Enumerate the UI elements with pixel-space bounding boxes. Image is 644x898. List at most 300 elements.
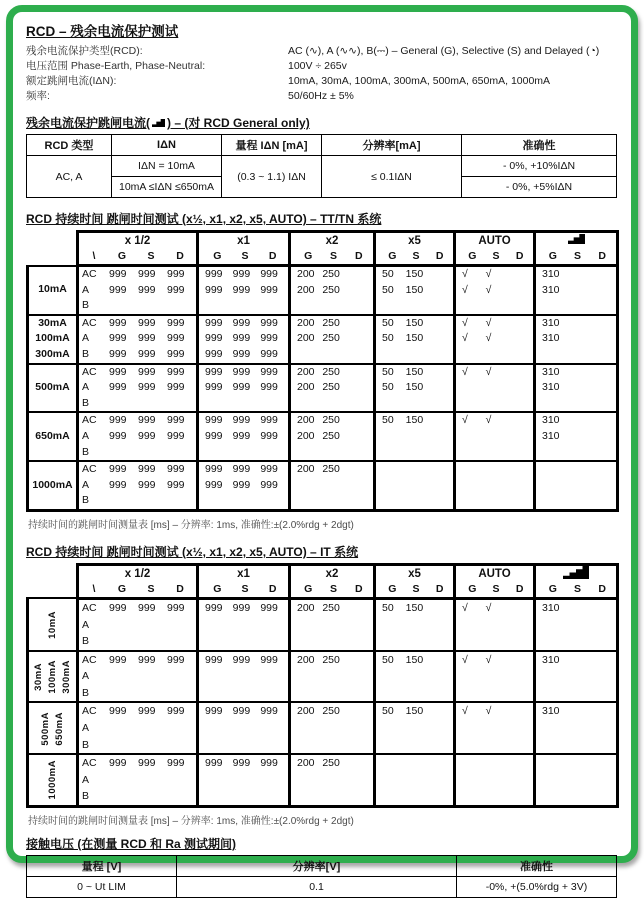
- rcd-type-label: A: [82, 478, 90, 491]
- cell-ramp: [535, 651, 618, 703]
- value-slot: 999: [167, 332, 185, 345]
- subheader-letter: S: [574, 582, 582, 595]
- value-slot: 999: [138, 429, 156, 442]
- value-slot: [588, 772, 613, 789]
- value-slot: [483, 380, 507, 396]
- value-slot: [539, 772, 564, 789]
- value-slot: [506, 380, 530, 396]
- cell-x12: [78, 598, 198, 650]
- value-slot: [564, 267, 589, 283]
- value-slot: [564, 703, 589, 720]
- value-line: [536, 316, 616, 332]
- value-slot: [230, 298, 258, 314]
- value-slot: [257, 617, 285, 634]
- value-slot: [345, 365, 370, 381]
- rcd-type-label: B: [82, 494, 90, 507]
- value-line: [291, 493, 373, 509]
- value-slot: 150: [405, 268, 424, 280]
- value-slot: [588, 429, 613, 445]
- value-slot: [588, 788, 613, 805]
- value-slot: [403, 633, 427, 650]
- value-slot: [135, 445, 164, 461]
- cell-x5: [375, 412, 455, 461]
- value-slot: [319, 685, 344, 702]
- group-subheader: [376, 582, 453, 597]
- group-subheader: [536, 582, 616, 597]
- header-corner: [28, 232, 78, 266]
- value-line: [79, 478, 196, 494]
- value-slot: [426, 365, 450, 381]
- value-slot: 50: [382, 283, 394, 296]
- group-header-x5: [375, 232, 455, 266]
- cell-auto: [455, 266, 535, 315]
- value-slot: 999: [260, 347, 278, 360]
- touch-voltage-heading: 接触电压 (在测量 RCD 和 Ra 测试期间): [26, 837, 237, 852]
- value-slot: [506, 462, 530, 478]
- value-slot: 999: [138, 332, 156, 345]
- value-slot: [564, 396, 589, 412]
- value-slot: [564, 633, 589, 650]
- value-line: [199, 429, 288, 445]
- value-slot: [257, 396, 285, 412]
- value-slot: [230, 788, 258, 805]
- value-slot: [345, 652, 370, 669]
- value-slot: [539, 737, 564, 754]
- column-header: 量程 IΔN [mA]: [222, 135, 322, 156]
- value-slot: √: [485, 705, 492, 718]
- group-header-x2: [290, 232, 375, 266]
- value-line: [291, 478, 373, 494]
- idn-cell: IΔN = 10mA: [112, 156, 222, 177]
- value-slot: [588, 668, 613, 685]
- group-title: x1: [237, 567, 250, 580]
- subheader-letter: S: [147, 250, 155, 262]
- value-slot: √: [462, 653, 468, 666]
- value-slot: 250: [322, 757, 340, 770]
- subheader-letter: S: [147, 582, 155, 595]
- value-slot: [106, 737, 135, 754]
- value-slot: [426, 652, 450, 669]
- value-slot: [588, 633, 613, 650]
- group-header-ramp: [535, 232, 618, 266]
- value-slot: [506, 316, 530, 332]
- value-slot: 999: [109, 316, 127, 329]
- value-slot: [426, 720, 450, 737]
- cell-x2: [290, 702, 375, 754]
- value-slot: 250: [322, 283, 340, 296]
- trip-current-table: [26, 134, 617, 198]
- value-line: [291, 396, 373, 412]
- cell-x12: [78, 651, 198, 703]
- value-slot: 250: [322, 316, 340, 329]
- value-slot: [345, 703, 370, 720]
- value-line: [291, 462, 373, 478]
- value-slot: [403, 668, 427, 685]
- value-slot: [135, 720, 164, 737]
- value-slot: [459, 720, 483, 737]
- range-cell: 0 ~ Ut LIM: [27, 877, 177, 898]
- value-slot: 250: [322, 653, 340, 666]
- value-slot: 999: [260, 705, 278, 718]
- row-label: [28, 598, 78, 650]
- value-line: [376, 413, 453, 429]
- value-slot: [345, 617, 370, 634]
- value-slot: 999: [109, 347, 127, 360]
- value-slot: [506, 668, 530, 685]
- value-line: [376, 331, 453, 347]
- value-slot: [345, 633, 370, 650]
- value-slot: 999: [167, 381, 185, 394]
- value-slot: [230, 772, 258, 789]
- value-slot: [379, 478, 403, 494]
- cell-auto: [455, 412, 535, 461]
- value-slot: [426, 396, 450, 412]
- value-line: [376, 267, 453, 283]
- subheader-letter: D: [598, 582, 606, 595]
- value-slot: [483, 772, 507, 789]
- value-slot: 50: [382, 601, 394, 614]
- value-slot: [294, 720, 319, 737]
- ramp-icon: [151, 116, 166, 130]
- cell-x5: [375, 364, 455, 413]
- value-slot: [483, 755, 507, 772]
- value-slot: 50: [382, 316, 394, 329]
- value-slot: 310: [542, 705, 560, 718]
- rcd-type-label: AC: [82, 365, 97, 378]
- value-slot: [164, 685, 193, 702]
- row-label-text: 30mA: [38, 316, 67, 329]
- value-slot: [426, 413, 450, 429]
- value-slot: [135, 396, 164, 412]
- value-line: [199, 600, 288, 617]
- value-line: [291, 429, 373, 445]
- value-slot: [257, 788, 285, 805]
- spec-list: [26, 44, 618, 104]
- rcd-type-label: A: [82, 381, 90, 394]
- value-slot: 999: [109, 332, 127, 345]
- value-slot: [257, 737, 285, 754]
- value-line: [536, 617, 616, 634]
- value-slot: [506, 331, 530, 347]
- value-line: [291, 413, 373, 429]
- spec-row: [26, 44, 618, 59]
- value-line: [536, 703, 616, 720]
- value-line: [199, 788, 288, 805]
- value-line: [456, 478, 533, 494]
- value-slot: 999: [205, 478, 223, 491]
- group-title: x2: [325, 567, 339, 580]
- value-slot: [564, 668, 589, 685]
- rcd-time-table: [26, 563, 619, 808]
- row-label-text: 300mA: [61, 659, 72, 694]
- value-slot: [257, 720, 285, 737]
- rcd-type-label: AC: [82, 316, 97, 329]
- group-subheader: [456, 582, 533, 597]
- cell-x1: [198, 651, 290, 703]
- value-line: [456, 429, 533, 445]
- value-line: [291, 737, 373, 754]
- value-line: [291, 445, 373, 461]
- value-slot: [483, 347, 507, 363]
- value-slot: [483, 737, 507, 754]
- value-slot: √: [485, 316, 492, 329]
- value-slot: [202, 788, 230, 805]
- value-slot: [319, 347, 344, 363]
- cell-x5: [375, 266, 455, 315]
- value-line: [199, 755, 288, 772]
- ramp-steps-icon: [563, 566, 589, 579]
- value-line: [376, 703, 453, 720]
- value-slot: [379, 347, 403, 363]
- value-slot: [319, 720, 344, 737]
- value-slot: 999: [232, 316, 251, 329]
- value-slot: [319, 737, 344, 754]
- value-slot: 999: [138, 601, 156, 614]
- value-slot: [294, 772, 319, 789]
- value-slot: [379, 668, 403, 685]
- value-slot: 250: [322, 381, 340, 394]
- column-header: 量程 [V]: [27, 856, 177, 877]
- value-line: [199, 331, 288, 347]
- group-subheader: [199, 582, 288, 597]
- value-slot: [345, 685, 370, 702]
- value-slot: 200: [297, 414, 315, 427]
- value-slot: 999: [260, 601, 278, 614]
- value-slot: √: [462, 332, 468, 345]
- value-slot: 999: [232, 601, 251, 614]
- value-slot: [506, 413, 530, 429]
- value-slot: [588, 347, 613, 363]
- value-slot: [588, 737, 613, 754]
- value-line: [536, 396, 616, 412]
- value-slot: [257, 298, 285, 314]
- value-line: [291, 380, 373, 396]
- value-line: [79, 600, 196, 617]
- value-slot: [379, 633, 403, 650]
- heading-text: 残余电流保护跳闸电流(: [26, 116, 150, 130]
- value-line: [376, 737, 453, 754]
- value-slot: 999: [232, 332, 251, 345]
- value-slot: [564, 737, 589, 754]
- value-slot: [459, 772, 483, 789]
- value-slot: [539, 617, 564, 634]
- value-line: [456, 772, 533, 789]
- value-slot: 999: [109, 381, 127, 394]
- value-line: [456, 462, 533, 478]
- value-slot: [319, 633, 344, 650]
- value-line: [79, 668, 196, 685]
- value-line: [199, 493, 288, 509]
- value-slot: [164, 445, 193, 461]
- value-slot: [588, 413, 613, 429]
- subheader-letter: D: [598, 250, 606, 262]
- value-line: [536, 685, 616, 702]
- value-slot: [426, 685, 450, 702]
- value-slot: [426, 493, 450, 509]
- value-slot: 310: [542, 414, 560, 427]
- value-slot: [164, 617, 193, 634]
- value-line: [79, 331, 196, 347]
- value-slot: [135, 493, 164, 509]
- subheader-letter: G: [548, 582, 557, 595]
- value-slot: [459, 737, 483, 754]
- value-slot: [426, 478, 450, 494]
- value-slot: [564, 316, 589, 332]
- value-slot: [506, 703, 530, 720]
- value-slot: [588, 462, 613, 478]
- value-slot: 200: [297, 653, 315, 666]
- value-slot: 310: [542, 429, 560, 442]
- value-line: [456, 633, 533, 650]
- value-line: [291, 788, 373, 805]
- value-slot: [506, 267, 530, 283]
- value-line: [536, 380, 616, 396]
- value-slot: [539, 685, 564, 702]
- value-line: [376, 720, 453, 737]
- table-row: [28, 598, 618, 650]
- cell-x5: [375, 461, 455, 510]
- value-slot: [230, 493, 258, 509]
- value-slot: 999: [109, 268, 127, 280]
- rcd-type-label: B: [82, 299, 90, 312]
- value-slot: [345, 331, 370, 347]
- table-header-row: [27, 135, 617, 156]
- value-slot: 200: [297, 757, 315, 770]
- value-slot: [459, 478, 483, 494]
- cell-x12: [78, 754, 198, 806]
- it-table-heading: RCD 持续时间 跳闸时间测试 (x½, x1, x2, x5, AUTO) – IT 系统: [26, 544, 359, 559]
- value-line: [199, 772, 288, 789]
- value-slot: 999: [109, 601, 127, 614]
- subheader-letter: S: [241, 250, 249, 262]
- value-slot: [164, 668, 193, 685]
- value-slot: [106, 772, 135, 789]
- value-line: [79, 462, 196, 478]
- value-slot: [319, 772, 344, 789]
- cell-x1: [198, 754, 290, 806]
- value-slot: 999: [205, 365, 223, 378]
- value-slot: [588, 617, 613, 634]
- value-line: [536, 668, 616, 685]
- value-line: [79, 380, 196, 396]
- value-slot: [588, 283, 613, 299]
- spec-row: [26, 89, 618, 104]
- table-row: [28, 461, 618, 510]
- tt-footnote: 持续时间的跳闸时间测量表 [ms] – 分辨率: 1ms, 准确性:±(2.0%rdg + 2dgt): [28, 519, 354, 531]
- value-slot: 999: [205, 316, 223, 329]
- spec-value: AC (∿), A (∿∿), B(⎓) – General (G), Selective (S) and Delayed (◔): [288, 45, 600, 57]
- value-line: [456, 298, 533, 314]
- value-line: [199, 298, 288, 314]
- value-slot: [164, 396, 193, 412]
- value-slot: [294, 396, 319, 412]
- value-slot: [379, 737, 403, 754]
- value-line: [376, 316, 453, 332]
- value-slot: 999: [167, 268, 185, 280]
- group-header-x2: [290, 564, 375, 598]
- value-slot: [459, 755, 483, 772]
- value-slot: 999: [109, 705, 127, 718]
- value-line: [199, 267, 288, 283]
- spec-value: 10mA, 30mA, 100mA, 300mA, 500mA, 650mA, 1000mA: [288, 75, 551, 87]
- value-line: [199, 380, 288, 396]
- value-line: [376, 298, 453, 314]
- table-header-row: [28, 232, 618, 266]
- value-slot: [319, 493, 344, 509]
- value-line: [376, 396, 453, 412]
- value-slot: [294, 493, 319, 509]
- value-slot: 999: [260, 414, 278, 427]
- value-slot: [564, 755, 589, 772]
- row-label: [28, 702, 78, 754]
- value-line: [456, 331, 533, 347]
- value-slot: 310: [542, 365, 560, 378]
- value-line: [291, 331, 373, 347]
- value-slot: 200: [297, 463, 315, 476]
- value-slot: [588, 478, 613, 494]
- value-slot: [588, 755, 613, 772]
- value-slot: [483, 298, 507, 314]
- value-slot: [506, 493, 530, 509]
- value-line: [456, 445, 533, 461]
- cell-ramp: [535, 412, 618, 461]
- value-slot: [379, 720, 403, 737]
- table-row: [28, 315, 618, 364]
- group-header-auto: [455, 232, 535, 266]
- value-slot: 999: [109, 283, 127, 296]
- value-slot: [459, 347, 483, 363]
- cell-x12: [78, 266, 198, 315]
- value-slot: [506, 396, 530, 412]
- rcd-type-label: B: [82, 635, 90, 648]
- group-title: x 1/2: [124, 567, 151, 580]
- value-slot: 310: [542, 653, 560, 666]
- rcd-type-label: AC: [82, 268, 97, 280]
- rcd-type-label: AC: [82, 414, 97, 427]
- value-slot: [379, 772, 403, 789]
- value-slot: [106, 493, 135, 509]
- value-slot: [506, 298, 530, 314]
- value-slot: 999: [232, 705, 251, 718]
- value-slot: [202, 737, 230, 754]
- value-line: [536, 493, 616, 509]
- value-slot: [294, 617, 319, 634]
- value-slot: 999: [232, 757, 251, 770]
- subheader-letter: D: [435, 582, 444, 595]
- value-slot: √: [462, 283, 468, 296]
- cell-x2: [290, 651, 375, 703]
- value-slot: [483, 788, 507, 805]
- value-slot: [106, 445, 135, 461]
- cell-x12: [78, 315, 198, 364]
- value-line: [291, 617, 373, 634]
- rcd-type-label: A: [82, 773, 90, 786]
- value-slot: √: [485, 283, 492, 296]
- value-line: [79, 652, 196, 669]
- value-slot: [564, 685, 589, 702]
- value-slot: 200: [297, 365, 315, 378]
- value-line: [536, 478, 616, 494]
- subheader-letter: G: [388, 582, 397, 595]
- row-label-text: 500mA: [35, 381, 70, 394]
- value-slot: [345, 429, 370, 445]
- cell-ramp: [535, 364, 618, 413]
- value-slot: [403, 429, 427, 445]
- rcd-type-label: A: [82, 332, 90, 345]
- value-slot: [426, 703, 450, 720]
- value-slot: [345, 267, 370, 283]
- value-slot: [106, 396, 135, 412]
